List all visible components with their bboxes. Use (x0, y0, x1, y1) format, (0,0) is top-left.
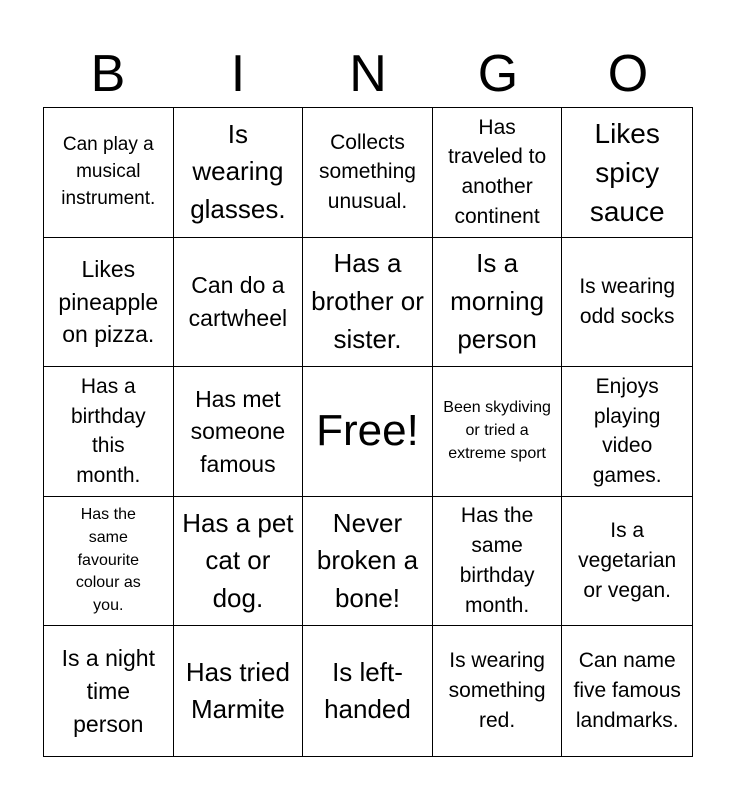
cell-text: Is a vegetarian or vegan. (578, 519, 677, 602)
cell-text: Has the same birthday month. (459, 504, 535, 617)
cell-text: Can play a musical instrument. (61, 133, 156, 209)
bingo-cell[interactable] (433, 367, 563, 497)
header-letter-b: B (90, 45, 126, 103)
cell-text: Can do a cartwheel (188, 272, 288, 331)
cell-text: Has a brother or sister. (311, 248, 424, 354)
bingo-cell[interactable] (433, 108, 563, 238)
bingo-cell[interactable] (44, 367, 174, 497)
cell-text: Is a night time person (61, 645, 155, 737)
bingo-cell[interactable] (174, 367, 304, 497)
bingo-grid (43, 107, 693, 757)
bingo-cell[interactable] (303, 108, 433, 238)
free-space[interactable] (303, 367, 433, 497)
cell-text: Collects something unusual. (319, 130, 416, 214)
bingo-cell[interactable] (433, 497, 563, 627)
cell-text: Has a pet cat or dog. (182, 507, 294, 613)
cell-text: Is wearing something red. (448, 649, 546, 733)
cell-text: Enjoys playing video games. (592, 374, 662, 488)
cell-text: Never broken a bone! (316, 507, 419, 613)
cell-text: Has the same favourite colour as you. (75, 506, 141, 615)
bingo-cell[interactable] (174, 108, 304, 238)
cell-text: Is wearing odd socks (579, 275, 676, 328)
cell-text: Can name five famous landmarks. (573, 649, 681, 733)
bingo-header (43, 40, 693, 108)
bingo-cell[interactable] (44, 626, 174, 756)
cell-text: Is wearing glasses. (190, 118, 286, 225)
bingo-cell[interactable] (562, 497, 692, 627)
bingo-cell[interactable] (562, 238, 692, 368)
bingo-cell[interactable] (562, 367, 692, 497)
bingo-cell[interactable] (174, 497, 304, 627)
bingo-cell[interactable] (174, 626, 304, 756)
cell-text: Is left-handed (324, 656, 411, 725)
bingo-cell[interactable] (303, 238, 433, 368)
cell-text: Likes spicy sauce (589, 117, 665, 227)
header-letter-o: O (607, 45, 649, 103)
bingo-cell[interactable] (44, 238, 174, 368)
header-letter-g: G (477, 45, 519, 103)
cell-text: Likes pineapple on pizza. (58, 255, 159, 348)
bingo-cell[interactable] (174, 238, 304, 368)
bingo-cell[interactable] (44, 108, 174, 238)
cell-text: Free! (316, 406, 419, 456)
cell-text: Has a birthday this month. (70, 374, 146, 488)
cell-text: Has met someone famous (190, 385, 286, 477)
bingo-cell[interactable] (562, 626, 692, 756)
bingo-cell[interactable] (303, 626, 433, 756)
bingo-cell[interactable] (433, 626, 563, 756)
header-letter-i: I (230, 45, 246, 103)
cell-text: Has tried Marmite (185, 656, 290, 725)
bingo-cell[interactable] (303, 497, 433, 627)
header-letter-n: N (349, 45, 387, 103)
cell-text: Been skydiving or tried a extreme sport (443, 399, 551, 462)
cell-text: Has traveled to another continent (448, 115, 547, 229)
cell-text: Is a morning person (450, 248, 545, 354)
bingo-cell[interactable] (433, 238, 563, 368)
bingo-cell[interactable] (44, 497, 174, 627)
bingo-cell[interactable] (562, 108, 692, 238)
